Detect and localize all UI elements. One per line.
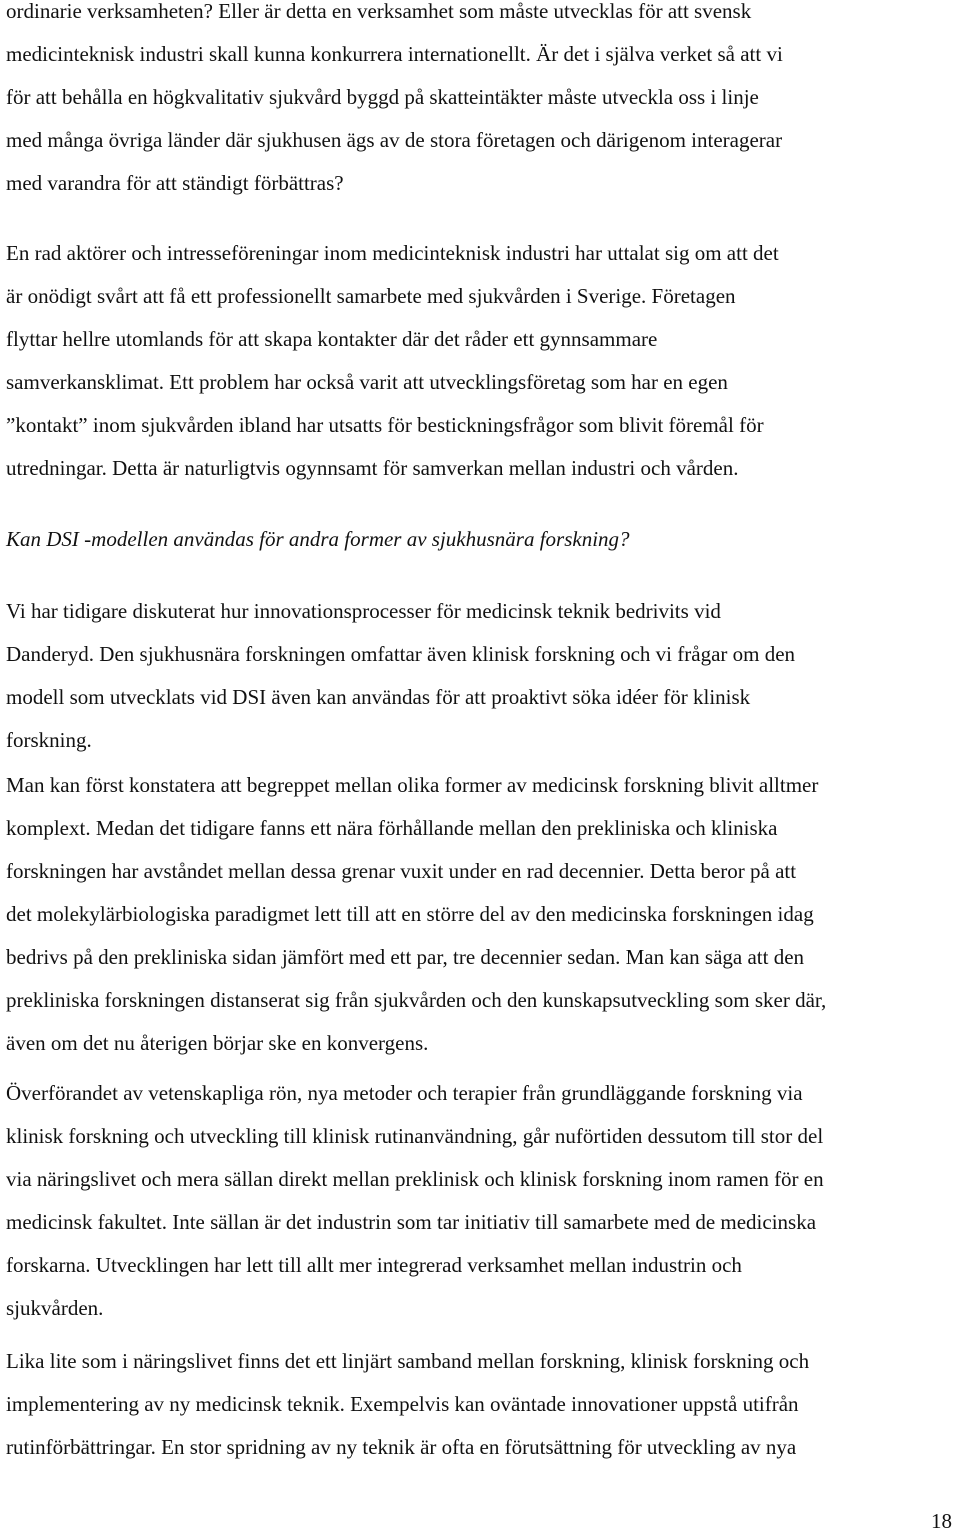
text-line: forskning.: [6, 728, 92, 752]
text-line: utredningar. Detta är naturligtvis ogynnsamt för samverkan mellan industri och vården.: [6, 456, 739, 480]
text-line: forskningen har avståndet mellan dessa grenar vuxit under en rad decennier. Detta beror på att: [6, 859, 797, 883]
text-line: En rad aktörer och intresseföreningar inom medicinteknisk industri har uttalat sig om att det: [6, 241, 779, 265]
text-line: ”kontakt” inom sjukvården ibland har utsatts för bestickningsfrågor som blivit föremål för: [6, 413, 764, 437]
text-line: bedrivs på den prekliniska sidan jämfört med ett par, tre decennier sedan. Man kan säga att den: [6, 945, 805, 969]
text-line: implementering av ny medicinsk teknik. Exempelvis kan oväntade innovationer uppstå utifrån: [6, 1392, 799, 1416]
paragraph-body: [6, 1340, 956, 1469]
paragraph-body: [6, 1072, 956, 1330]
text-line: Vi har tidigare diskuterat hur innovationsprocesser för medicinsk teknik bedrivits vid: [6, 599, 721, 623]
text-line: för att behålla en högkvalitativ sjukvård byggd på skatteintäkter måste utveckla oss i linje: [6, 85, 759, 109]
text-line: via näringslivet och mera sällan direkt mellan preklinisk och klinisk forskning inom ramen för en: [6, 1167, 824, 1191]
text-line: Lika lite som i näringslivet finns det ett linjärt samband mellan forskning, klinisk forskning och: [6, 1349, 810, 1373]
text-line: forskarna. Utvecklingen har lett till allt mer integrerad verksamhet mellan industrin och: [6, 1253, 742, 1277]
text-line: Danderyd. Den sjukhusnära forskningen omfattar även klinisk forskning och vi frågar om den: [6, 642, 796, 666]
text-line: med många övriga länder där sjukhusen ägs av de stora företagen och därigenom interagerar: [6, 128, 783, 152]
text-line: flyttar hellre utomlands för att skapa kontakter där det råder ett gynnsammare: [6, 327, 658, 351]
paragraph-body: [6, 232, 956, 490]
text-line: klinisk forskning och utveckling till klinisk rutinanvändning, går nuförtiden dessutom till stor del: [6, 1124, 824, 1148]
paragraph-body: [6, 0, 956, 205]
text-line: samverkansklimat. Ett problem har också varit att utvecklingsföretag som har en egen: [6, 370, 728, 394]
text-line: medicinsk fakultet. Inte sällan är det industrin som tar initiativ till samarbete med de medicinska: [6, 1210, 817, 1234]
page-number: 18: [931, 1509, 952, 1533]
text-line: är onödigt svårt att få ett professionellt samarbete med sjukvården i Sverige. Företagen: [6, 284, 736, 308]
text-line: sjukvården.: [6, 1296, 104, 1320]
text-line: med varandra för att ständigt förbättras?: [6, 171, 344, 195]
text-line: Man kan först konstatera att begreppet mellan olika former av medicinsk forskning blivit alltmer: [6, 773, 819, 797]
text-line: det molekylärbiologiska paradigmet lett till att en större del av den medicinska forskningen idag: [6, 902, 814, 926]
paragraph-body: [6, 764, 956, 1065]
text-line: Överförandet av vetenskapliga rön, nya metoder och terapier från grundläggande forskning via: [6, 1081, 803, 1105]
section-heading-text: Kan DSI -modellen användas för andra former av sjukhusnära forskning?: [6, 527, 630, 551]
text-line: medicinteknisk industri skall kunna konkurrera internationellt. Är det i själva verket så att vi: [6, 42, 783, 66]
text-line: modell som utvecklats vid DSI även kan användas för att proaktivt söka idéer för klinisk: [6, 685, 751, 709]
text-line: prekliniska forskningen distanserat sig från sjukvården och den kunskapsutveckling som sker där,: [6, 988, 827, 1012]
text-line: rutinförbättringar. En stor spridning av ny teknik är ofta en förutsättning för utveckling av nya: [6, 1435, 797, 1459]
section-heading: [6, 518, 956, 561]
text-line: ordinarie verksamheten? Eller är detta en verksamhet som måste utvecklas för att svensk: [6, 0, 752, 23]
text-line: även om det nu återigen börjar ske en konvergens.: [6, 1031, 429, 1055]
text-line: komplext. Medan det tidigare fanns ett nära förhållande mellan den prekliniska och kliniska: [6, 816, 778, 840]
paragraph-body: [6, 590, 956, 762]
